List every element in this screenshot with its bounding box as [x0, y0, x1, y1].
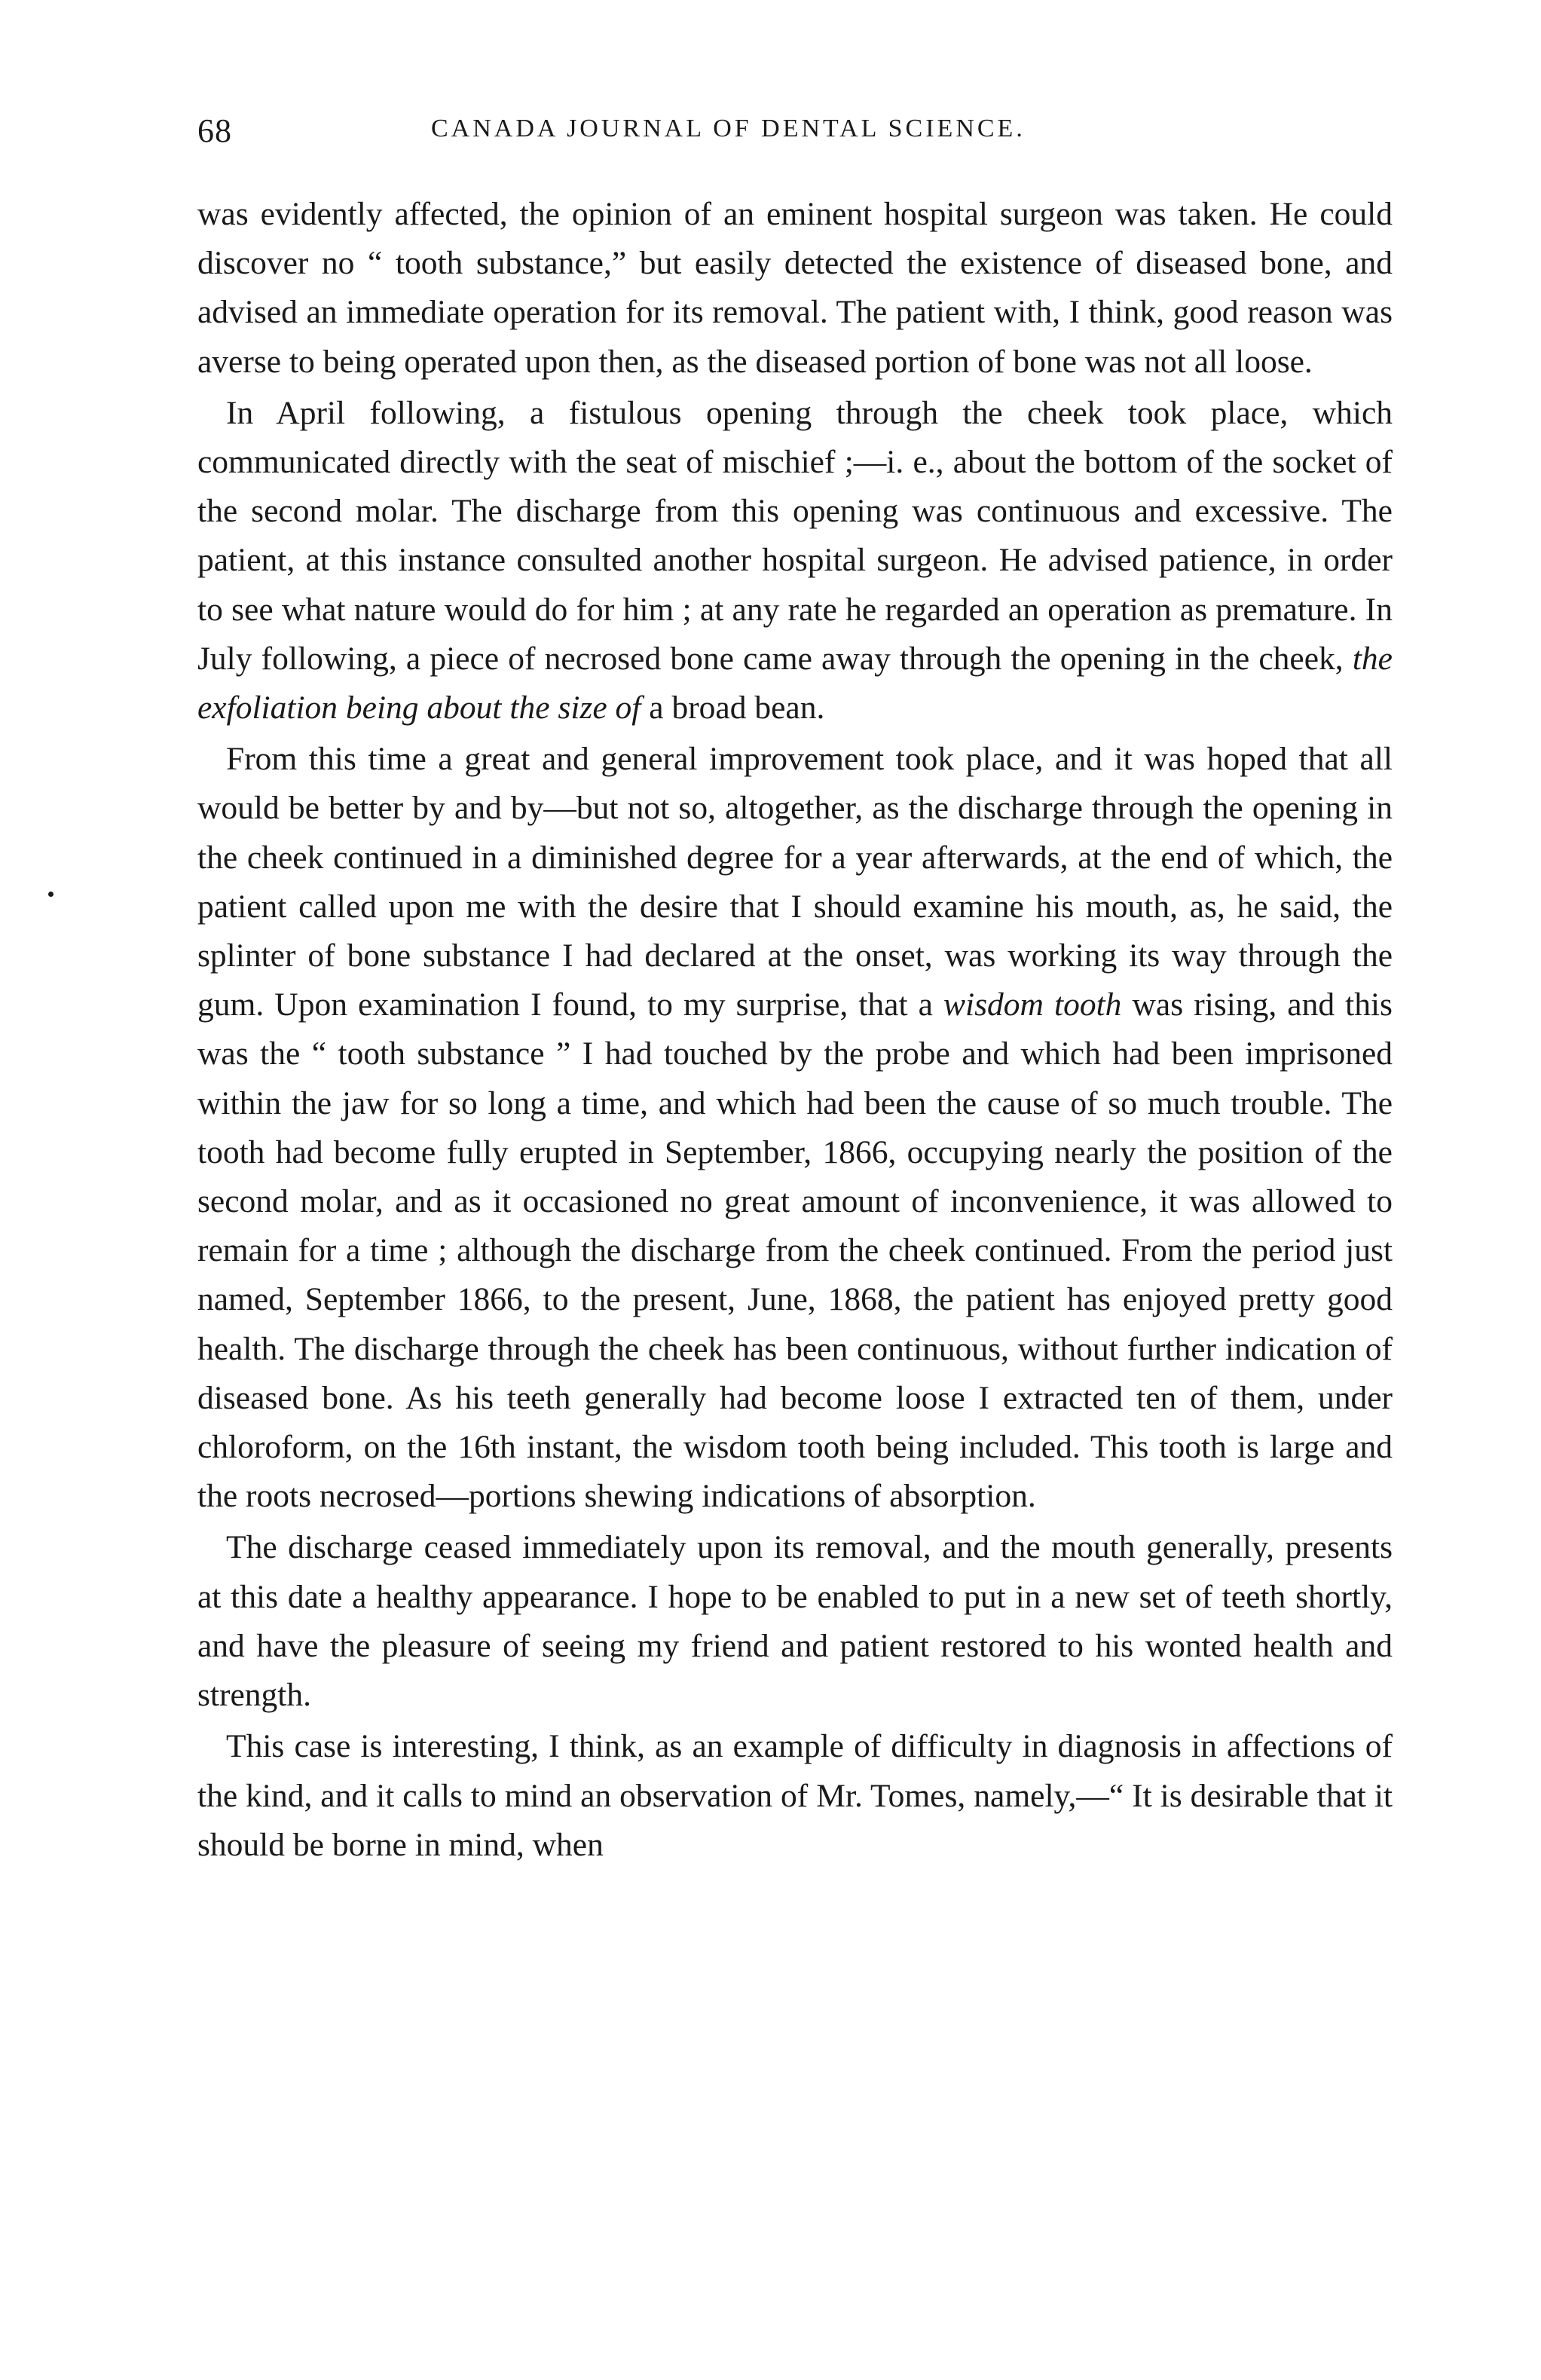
paragraph-5-text: This case is interesting, I think, as an example of difficulty in diagnosis in affections of the kind, and it calls to mind an observation of Mr. Tomes, namely,—“ It is desirable that it should be borne in mind, when: [197, 1728, 1393, 1863]
running-header: [197, 112, 1393, 157]
paragraph-3: [197, 735, 1393, 1521]
paragraph-3-text-after: was rising, and this was the “ tooth substance ” I had touched by the probe and which had been imprisoned within the jaw for so long a time, and which had been the cause of so much trouble. The tooth had become fully erupted in September, 1866, occupying nearly the position of the second molar, and as it occasioned no great amount of inconvenience, it was allowed to remain for a time ; although the discharge from the cheek continued. From the period just named, September 1866, to the present, June, 1868, the patient has enjoyed pretty good health. The discharge through the cheek has been continuous, without further indication of diseased bone. As his teeth generally had become loose I extracted ten of them, under chloroform, on the 16th instant, the wisdom tooth being included. This tooth is large and the roots necrosed—portions shewing indications of absorption.: [197, 987, 1393, 1515]
article-body: [197, 190, 1393, 1870]
paragraph-2-text-before: In April following, a fistulous opening through the cheek took place, which communicated directly with the seat of mischief ;—i. e., about the bottom of the socket of the second molar. The discharge from this opening was continuous and excessive. The patient, at this instance consulted another hospital surgeon. He advised patience, in order to see what nature would do for him ; at any rate he regarded an operation as premature. In July following, a piece of necrosed bone came away through the opening in the cheek,: [197, 394, 1393, 677]
journal-title: CANADA JOURNAL OF DENTAL SCIENCE.: [431, 115, 1026, 142]
paragraph-2: [197, 389, 1393, 733]
paragraph-3-text-before: From this time a great and general improvement took place, and it was hoped that all would be better by and by—but not so, altogether, as the discharge through the opening in the cheek continued in a diminished degree for a year afterwards, at the end of which, the patient called upon me with the desire that I should examine his mouth, as, he said, the splinter of bone substance I had declared at the onset, was working its way through the gum. Upon examination I found, to my surprise, that a: [197, 741, 1393, 1023]
paragraph-2-italic-text: the exfoliation being about the size of: [197, 640, 1393, 727]
margin-dot-mark: [48, 892, 54, 897]
paragraph-4: [197, 1523, 1393, 1720]
paragraph-3-italic-text: wisdom tooth: [943, 987, 1122, 1023]
paragraph-1-text: was evidently affected, the opinion of an eminent hospital surgeon was taken. He could discover no “ tooth substance,” but easily detected the existence of diseased bone, and advised an immediate operation for its removal. The patient with, I think, good reason was averse to being operated upon then, as the diseased portion of bone was not all loose.: [197, 196, 1393, 380]
paragraph-2-text-after: a broad bean.: [641, 690, 825, 727]
paragraph-4-text: The discharge ceased immediately upon its removal, and the mouth generally, presents at this date a healthy appearance. I hope to be enabled to put in a new set of teeth shortly, and have the pleasure of seeing my friend and patient restored to his wonted health and strength.: [197, 1529, 1393, 1714]
paragraph-1: [197, 190, 1393, 387]
paragraph-5: [197, 1722, 1393, 1870]
page-number: 68: [197, 112, 232, 149]
